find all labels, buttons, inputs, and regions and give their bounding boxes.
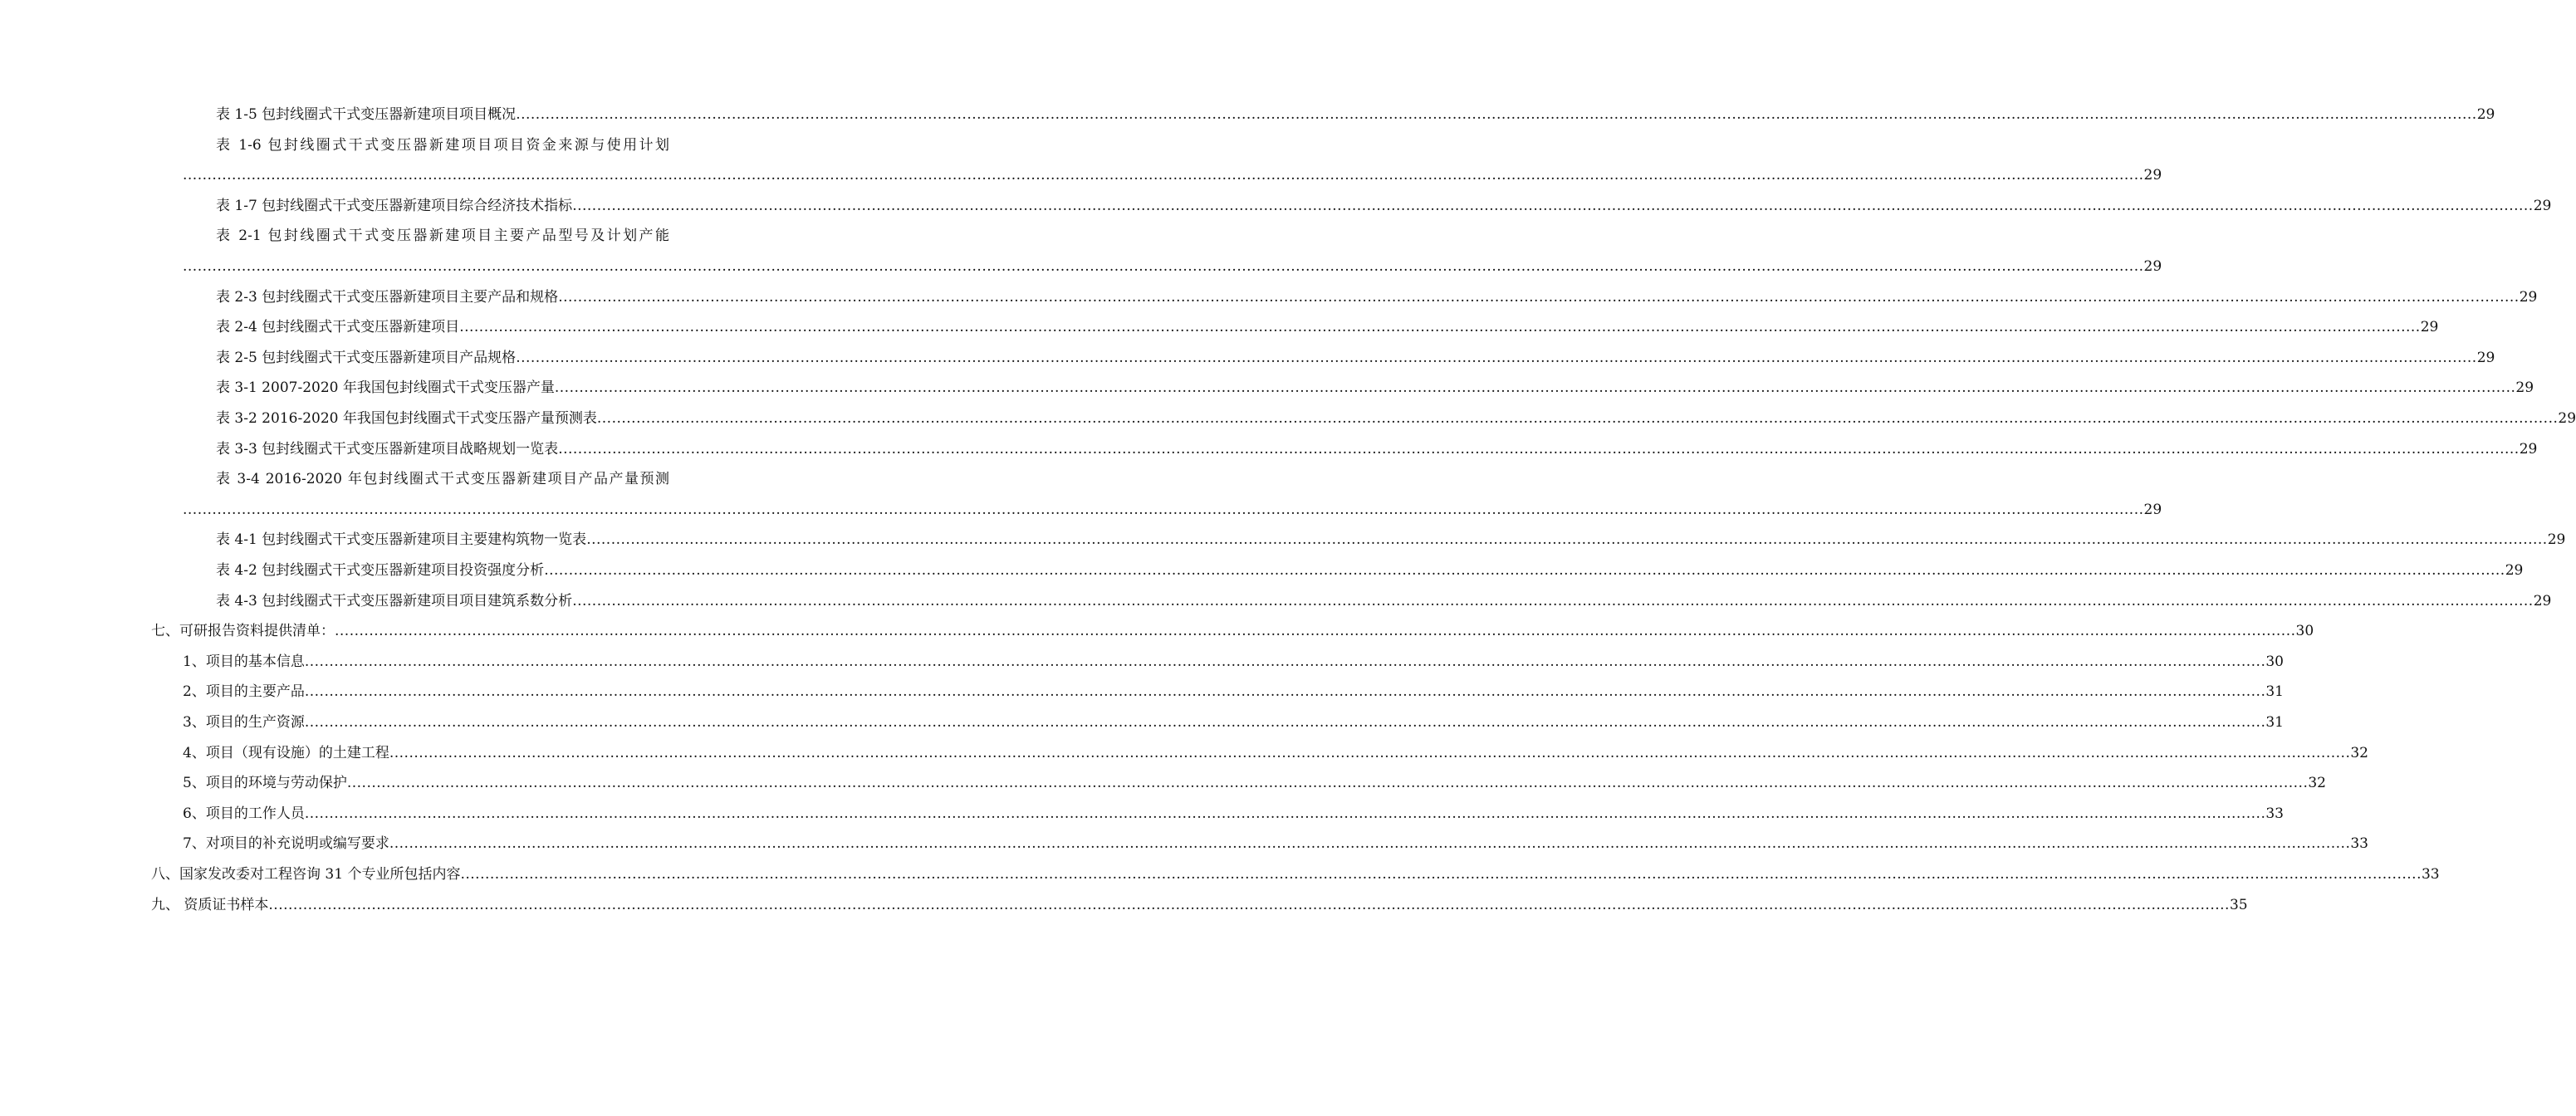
toc-entry[interactable] [216, 407, 2576, 430]
toc-entry[interactable] [216, 103, 2495, 126]
toc-entry-label: 5、项目的环境与劳动保护 [183, 775, 347, 792]
toc-entry[interactable] [216, 590, 2552, 613]
toc-entry[interactable] [183, 742, 2368, 765]
toc-page-number: 29 [2476, 106, 2495, 123]
toc-entry-label: 6、项目的工作人员 [183, 805, 305, 822]
toc-entry-label: 表 3-2 2016-2020 年我国包封线圈式干式变压器产量预测表 [216, 410, 597, 427]
leader-dots: ................................................................................................................................................................................................................................................................................................................................................................................................................ [183, 258, 2144, 275]
leader-dots: ................................................................................................................................................................................................................................................................................................................................................................................................................ [572, 592, 2534, 609]
toc-entry[interactable] [183, 164, 2162, 187]
toc-entry-label: 表 4-2 包封线圈式干式变压器新建项目投资强度分析 [216, 562, 545, 579]
leader-dots: ................................................................................................................................................................................................................................................................................................................................................................................................................ [304, 805, 2266, 822]
toc-entry-label: 7、对项目的补充说明或编写要求 [183, 835, 389, 853]
toc-page-number: 29 [2519, 440, 2538, 458]
toc-page-number: 33 [2265, 805, 2284, 822]
toc-page-number: 33 [2421, 866, 2440, 883]
leader-dots: ................................................................................................................................................................................................................................................................................................................................................................................................................ [558, 440, 2520, 458]
leader-dots: ................................................................................................................................................................................................................................................................................................................................................................................................................ [572, 197, 2534, 214]
leader-dots: ................................................................................................................................................................................................................................................................................................................................................................................................................ [460, 866, 2422, 883]
toc-entry[interactable] [183, 832, 2368, 855]
toc-entry-label: 表 1-5 包封线圈式干式变压器新建项目项目概况 [216, 106, 517, 123]
toc-entry-label: 表 3-1 2007-2020 年我国包封线圈式干式变压器产量 [216, 379, 555, 397]
toc-entry[interactable] [216, 528, 2566, 551]
leader-dots: ................................................................................................................................................................................................................................................................................................................................................................................................................ [268, 896, 2230, 913]
leader-dots: ................................................................................................................................................................................................................................................................................................................................................................................................................ [516, 106, 2477, 123]
toc-page-number: 32 [2308, 775, 2326, 792]
toc-entry-label: 表 1-7 包封线圈式干式变压器新建项目综合经济技术指标 [216, 197, 573, 214]
toc-page-number: 29 [2505, 562, 2524, 579]
toc-page-number: 29 [2420, 319, 2439, 336]
leader-dots: ................................................................................................................................................................................................................................................................................................................................................................................................................ [596, 410, 2559, 427]
toc-page-number: 29 [2533, 592, 2552, 609]
toc-entry-label: 3、项目的生产资源 [183, 714, 305, 731]
leader-dots: ................................................................................................................................................................................................................................................................................................................................................................................................................ [558, 288, 2520, 306]
toc-page-number: 31 [2265, 714, 2284, 731]
toc-entry[interactable] [183, 680, 2284, 703]
toc-page-number: 31 [2265, 683, 2284, 701]
toc-entry[interactable] [216, 346, 2495, 370]
leader-dots: ................................................................................................................................................................................................................................................................................................................................................................................................................ [304, 683, 2266, 701]
leader-dots: ................................................................................................................................................................................................................................................................................................................................................................................................................ [335, 623, 2296, 640]
toc-entry[interactable] [216, 559, 2524, 582]
leader-dots: ................................................................................................................................................................................................................................................................................................................................................................................................................ [586, 531, 2548, 549]
toc-entry-label: 表 2-3 包封线圈式干式变压器新建项目主要产品和规格 [216, 288, 559, 306]
toc-entry[interactable] [183, 650, 2284, 673]
leader-dots: ................................................................................................................................................................................................................................................................................................................................................................................................................ [544, 562, 2505, 579]
toc-page-number: 29 [2533, 197, 2552, 214]
toc-entry-label: 4、项目（现有设施）的土建工程 [183, 744, 389, 761]
toc-entry[interactable] [216, 286, 2538, 309]
leader-dots: ................................................................................................................................................................................................................................................................................................................................................................................................................ [183, 501, 2144, 518]
toc-entry-label[interactable]: 表 1-6 包封线圈式干式变压器新建项目项目资金来源与使用计划 [216, 136, 669, 154]
toc-entry[interactable] [216, 194, 2552, 218]
toc-entry-label: 七、可研报告资料提供清单： [151, 623, 335, 640]
toc-entry[interactable] [183, 498, 2162, 521]
leader-dots: ................................................................................................................................................................................................................................................................................................................................................................................................................ [346, 775, 2309, 792]
toc-entry-label: 表 3-3 包封线圈式干式变压器新建项目战略规划一览表 [216, 440, 559, 458]
leader-dots: ................................................................................................................................................................................................................................................................................................................................................................................................................ [554, 379, 2516, 397]
toc-entry-label[interactable]: 表 2-1 包封线圈式干式变压器新建项目主要产品型号及计划产能 [216, 228, 669, 245]
toc-entry-label: 表 2-4 包封线圈式干式变压器新建项目 [216, 319, 460, 336]
toc-entry[interactable] [151, 863, 2440, 886]
toc-page-number: 29 [2143, 258, 2162, 275]
toc-entry[interactable] [183, 711, 2284, 734]
leader-dots: ................................................................................................................................................................................................................................................................................................................................................................................................................ [304, 714, 2266, 731]
leader-dots: ................................................................................................................................................................................................................................................................................................................................................................................................................ [389, 835, 2351, 853]
toc-entry-label: 九、 资质证书样本 [151, 896, 269, 913]
toc-entry[interactable] [183, 802, 2284, 825]
toc-entry[interactable] [216, 438, 2538, 461]
leader-dots: ................................................................................................................................................................................................................................................................................................................................................................................................................ [389, 744, 2351, 761]
toc-entry-label: 表 4-3 包封线圈式干式变压器新建项目项目建筑系数分析 [216, 592, 573, 609]
toc-entry[interactable] [183, 771, 2326, 795]
toc-entry-label[interactable]: 表 3-4 2016-2020 年包封线圈式干式变压器新建项目产品产量预测 [216, 471, 669, 488]
toc-page-number: 30 [2295, 623, 2314, 640]
toc-entry-label: 1、项目的基本信息 [183, 653, 305, 670]
toc-page-number: 29 [2143, 167, 2162, 184]
toc-page-number: 30 [2265, 653, 2284, 670]
leader-dots: ................................................................................................................................................................................................................................................................................................................................................................................................................ [304, 653, 2266, 670]
toc-page-number: 29 [2558, 410, 2576, 427]
toc-page-number: 35 [2229, 896, 2248, 913]
toc-entry-label: 表 4-1 包封线圈式干式变压器新建项目主要建构筑物一览表 [216, 531, 587, 549]
leader-dots: ................................................................................................................................................................................................................................................................................................................................................................................................................ [183, 167, 2144, 184]
toc-page-number: 29 [2519, 288, 2538, 306]
toc-entry[interactable] [151, 893, 2248, 917]
toc-page-number: 29 [2143, 501, 2162, 518]
toc-page-number: 33 [2350, 835, 2368, 853]
toc-entry[interactable] [183, 255, 2162, 278]
toc-page-number: 29 [2547, 531, 2566, 549]
toc-page-number: 29 [2476, 349, 2495, 366]
toc-entry[interactable] [216, 376, 2534, 399]
toc-entry-label: 表 2-5 包封线圈式干式变压器新建项目产品规格 [216, 349, 517, 366]
toc-page-number: 32 [2350, 744, 2368, 761]
toc-entry[interactable] [216, 316, 2439, 339]
toc-entry-label: 八、国家发改委对工程咨询 31 个专业所包括内容 [151, 866, 461, 883]
leader-dots: ................................................................................................................................................................................................................................................................................................................................................................................................................ [459, 319, 2421, 336]
toc-entry[interactable] [151, 619, 2314, 643]
toc-entry-label: 2、项目的主要产品 [183, 683, 305, 701]
toc-page-number: 29 [2515, 379, 2534, 397]
leader-dots: ................................................................................................................................................................................................................................................................................................................................................................................................................ [516, 349, 2477, 366]
